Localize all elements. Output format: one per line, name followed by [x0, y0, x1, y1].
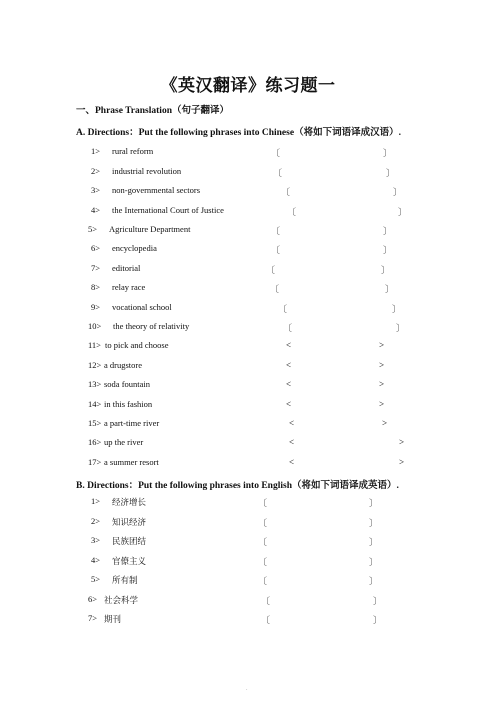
phrase-text: 社会科学 [104, 595, 139, 605]
answer-bracket-open: 〔 [278, 304, 288, 314]
answer-bracket-close: 〕 [369, 576, 379, 586]
phrase-text: 经济增长 [112, 497, 147, 507]
answer-bracket-open: < [286, 360, 292, 370]
answer-bracket-open: 〔 [273, 168, 283, 178]
answer-bracket-open: 〔 [258, 557, 268, 567]
phrase-text: the theory of relativity [113, 321, 190, 331]
item-number: 7> [88, 613, 98, 623]
answer-bracket-open: 〔 [261, 596, 271, 606]
answer-bracket-close: 〕 [383, 148, 393, 158]
item-number: 1> [91, 496, 101, 506]
answer-bracket-close: 〕 [369, 557, 379, 567]
item-number: 17> [88, 457, 102, 467]
item-number: 1> [91, 146, 101, 156]
answer-bracket-open: 〔 [271, 245, 281, 255]
answer-bracket-open: 〔 [283, 323, 293, 333]
item-number: 9> [91, 302, 101, 312]
answer-bracket-close: 〕 [369, 518, 379, 528]
item-number: 15> [88, 418, 102, 428]
answer-bracket-open: 〔 [258, 537, 268, 547]
item-number: 5> [88, 224, 98, 234]
answer-bracket-close: > [399, 437, 405, 447]
phrase-text: editorial [112, 263, 141, 273]
phrase-text: vocational school [112, 302, 172, 312]
item-number: 5> [91, 574, 101, 584]
answer-bracket-close: 〕 [373, 615, 383, 625]
answer-bracket-open: 〔 [271, 226, 281, 236]
phrase-text: in this fashion [104, 399, 153, 409]
answer-bracket-close: 〕 [385, 284, 395, 294]
item-number: 4> [91, 555, 101, 565]
phrase-text: a part-time river [104, 418, 160, 428]
answer-bracket-close: 〕 [381, 265, 391, 275]
phrase-text: the International Court of Justice [112, 205, 224, 215]
item-number: 11> [88, 340, 101, 350]
section-heading: 一、Phrase Translation（句子翻译） [76, 106, 229, 116]
item-number: 14> [88, 399, 102, 409]
phrase-text: soda fountain [104, 379, 151, 389]
page-title: 《英汉翻译》练习题一 [160, 76, 336, 96]
answer-bracket-close: 〕 [386, 168, 396, 178]
answer-bracket-close: 〕 [383, 245, 393, 255]
phrase-text: 民族团结 [112, 536, 147, 546]
answer-bracket-close: 〕 [373, 596, 383, 606]
item-number: 7> [91, 263, 101, 273]
phrase-text: rural reform [112, 146, 154, 156]
item-number: 8> [91, 282, 101, 292]
answer-bracket-close: 〕 [398, 207, 408, 217]
phrase-text: to pick and choose [105, 340, 169, 350]
answer-bracket-close: 〕 [393, 187, 403, 197]
answer-bracket-close: > [399, 457, 405, 467]
item-number: 4> [91, 205, 101, 215]
answer-bracket-close: 〕 [369, 498, 379, 508]
part-a-heading: A. Directions：Put the following phrases into Chinese（将如下词语译成汉语）. [76, 128, 401, 138]
answer-bracket-close: 〕 [392, 304, 402, 314]
phrase-text: a summer resort [104, 457, 159, 467]
answer-bracket-open: < [286, 340, 292, 350]
answer-bracket-close: > [379, 379, 385, 389]
phrase-text: 期刊 [104, 614, 122, 624]
answer-bracket-open: 〔 [270, 284, 280, 294]
answer-bracket-open: 〔 [281, 187, 291, 197]
item-number: 2> [91, 516, 101, 526]
item-number: 10> [88, 321, 102, 331]
answer-bracket-open: < [289, 437, 295, 447]
answer-bracket-close: > [379, 360, 385, 370]
item-number: 3> [91, 535, 101, 545]
phrase-text: non-governmental sectors [112, 185, 201, 195]
item-number: 12> [88, 360, 102, 370]
page-marker: . [246, 686, 248, 692]
item-number: 3> [91, 185, 101, 195]
answer-bracket-open: 〔 [258, 576, 268, 586]
answer-bracket-close: 〕 [383, 226, 393, 236]
answer-bracket-open: 〔 [261, 615, 271, 625]
item-number: 6> [88, 594, 98, 604]
answer-bracket-close: > [379, 340, 385, 350]
item-number: 13> [88, 379, 102, 389]
phrase-text: 知识经济 [112, 517, 147, 527]
phrase-text: Agriculture Department [109, 224, 191, 234]
answer-bracket-open: 〔 [258, 518, 268, 528]
answer-bracket-close: > [382, 418, 388, 428]
part-b-heading: B. Directions：Put the following phrases into English（将如下词语译成英语）. [76, 481, 399, 491]
phrase-text: encyclopedia [112, 243, 157, 253]
answer-bracket-open: 〔 [287, 207, 297, 217]
phrase-text: 官僚主义 [112, 556, 147, 566]
answer-bracket-close: > [379, 399, 385, 409]
answer-bracket-open: < [286, 379, 292, 389]
phrase-text: industrial revolution [112, 166, 182, 176]
answer-bracket-open: < [286, 399, 292, 409]
answer-bracket-open: 〔 [271, 148, 281, 158]
phrase-text: up the river [104, 437, 144, 447]
answer-bracket-close: 〕 [396, 323, 406, 333]
phrase-text: 所有制 [112, 575, 138, 585]
item-number: 6> [91, 243, 101, 253]
answer-bracket-open: < [289, 457, 295, 467]
answer-bracket-open: 〔 [258, 498, 268, 508]
answer-bracket-close: 〕 [369, 537, 379, 547]
item-number: 16> [88, 437, 102, 447]
phrase-text: a drugstore [104, 360, 143, 370]
item-number: 2> [91, 166, 101, 176]
phrase-text: relay race [112, 282, 146, 292]
answer-bracket-open: 〔 [266, 265, 276, 275]
answer-bracket-open: < [289, 418, 295, 428]
